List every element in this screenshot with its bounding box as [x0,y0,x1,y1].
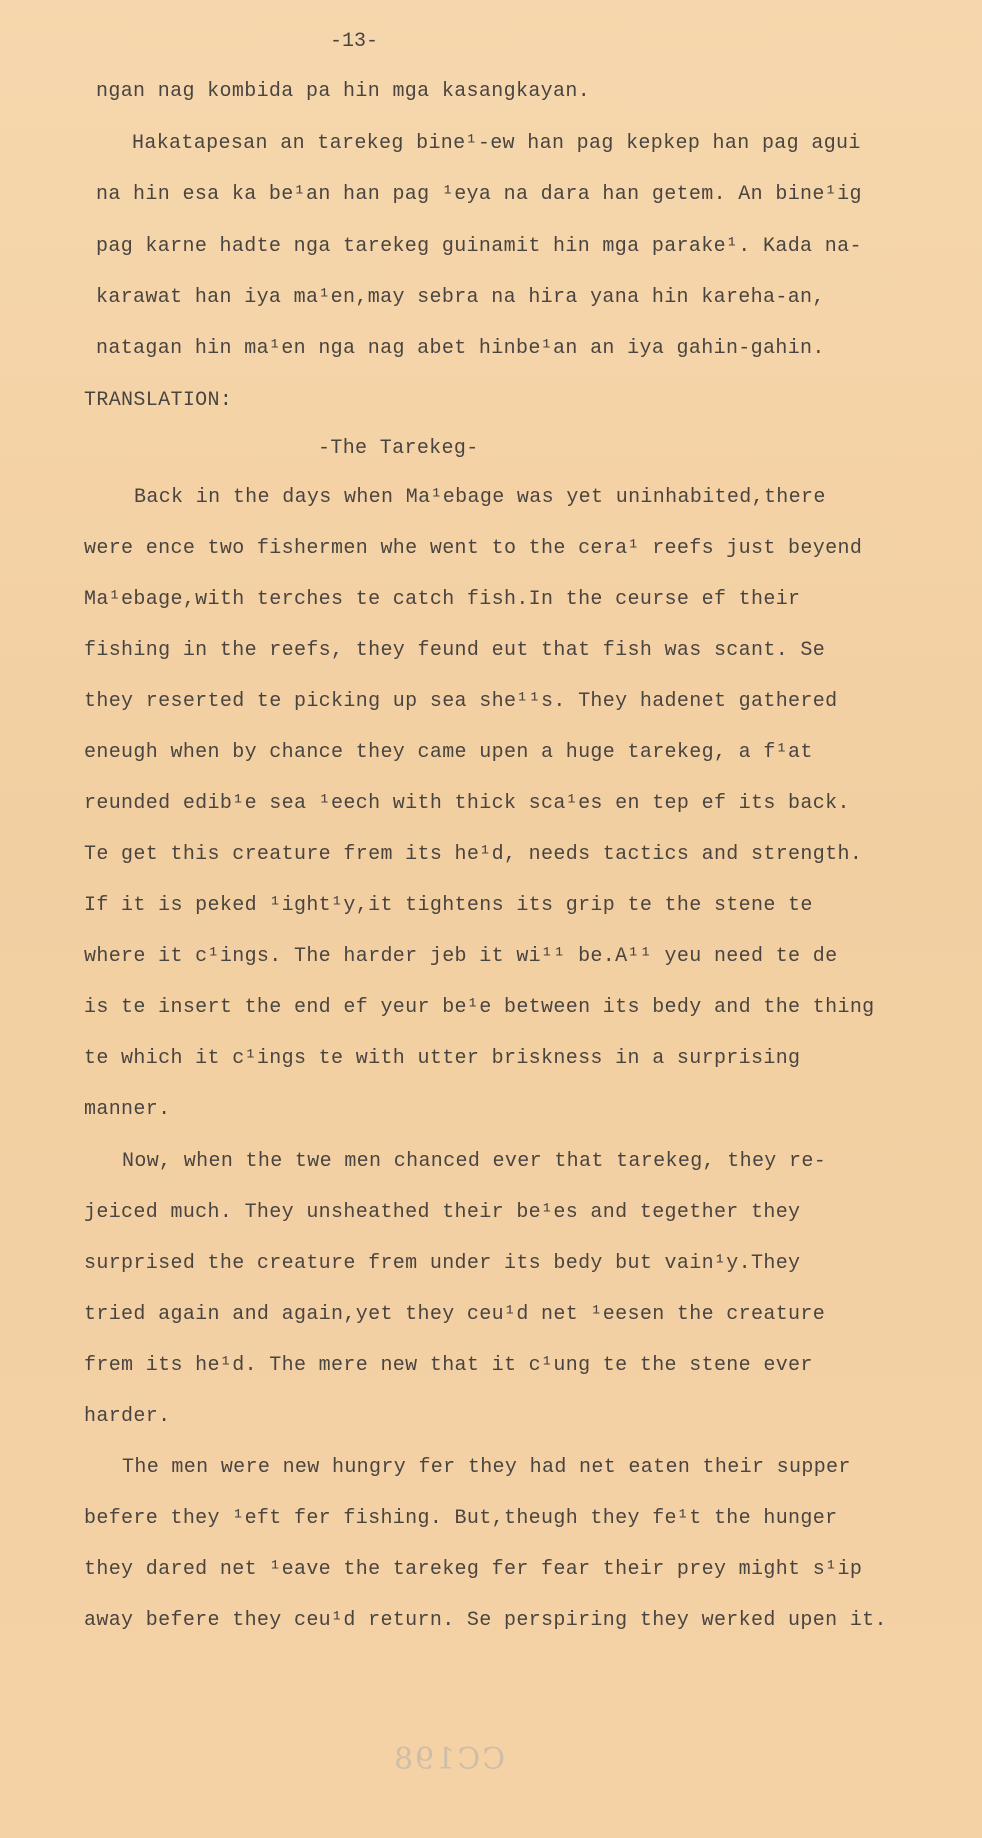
text-line: frem its he¹d. The mere new that it c¹ung te the stene ever [84,1354,813,1377]
text-line: were ence two fishermen whe went to the cera¹ reefs just beyend [84,537,863,560]
text-line: harder. [84,1405,171,1428]
text-line: manner. [84,1098,171,1121]
text-line: te which it c¹ings te with utter briskness in a surprising [84,1047,801,1070]
text-line: they reserted te picking up sea she¹¹s. They hadenet gathered [84,690,838,713]
translation-title: -The Tarekeg- [318,437,479,460]
text-line: tried again and again,yet they ceu¹d net ¹eesen the creature [84,1303,826,1326]
text-line: jeiced much. They unsheathed their be¹es and tegether they [84,1201,801,1224]
text-line: they dared net ¹eave the tarekeg fer fear their prey might s¹ip [84,1558,863,1581]
text-line: reunded edib¹e sea ¹eech with thick sca¹es en tep ef its back. [84,792,850,815]
text-line: ngan nag kombida pa hin mga kasangkayan. [96,80,591,103]
text-line: Now, when the twe men chanced ever that tarekeg, they re- [122,1150,827,1173]
text-line: eneugh when by chance they came upen a huge tarekeg, a f¹at [84,741,813,764]
text-line: fishing in the reefs, they feund eut that fish was scant. Se [84,639,826,662]
text-line: na hin esa ka be¹an han pag ¹eya na dara han getem. An bine¹ig [96,183,862,206]
text-line: Back in the days when Ma¹ebage was yet uninhabited,there [134,486,826,509]
text-line: If it is peked ¹ight¹y,it tightens its grip te the stene te [84,894,813,917]
page-number: -13- [330,30,379,53]
text-line: karawat han iya ma¹en,may sebra na hira yana hin kareha-an, [96,286,825,309]
text-line: Te get this creature frem its he¹d, needs tactics and strength. [84,843,863,866]
section-heading: TRANSLATION: [84,389,233,412]
text-line: befere they ¹eft fer fishing. But,theugh they fe¹t the hunger [84,1507,838,1530]
text-line: away befere they ceu¹d return. Se perspiring they werked upen it. [84,1609,887,1632]
text-line: pag karne hadte nga tarekeg guinamit hin mga parake¹. Kada na- [96,235,862,258]
text-line: Ma¹ebage,with terches te catch fish.In the ceurse ef their [84,588,801,611]
text-line: where it c¹ings. The harder jeb it wi¹¹ be.A¹¹ yeu need te de [84,945,838,968]
bleed-through-stamp: CC198 [392,1742,506,1777]
text-line: The men were new hungry fer they had net eaten their supper [122,1456,851,1479]
text-line: Hakatapesan an tarekeg bine¹-ew han pag kepkep han pag agui [132,132,861,155]
text-line: surprised the creature frem under its bedy but vain¹y.They [84,1252,801,1275]
text-line: natagan hin ma¹en nga nag abet hinbe¹an an iya gahin-gahin. [96,337,825,360]
text-line: is te insert the end ef yeur be¹e between its bedy and the thing [84,996,875,1019]
